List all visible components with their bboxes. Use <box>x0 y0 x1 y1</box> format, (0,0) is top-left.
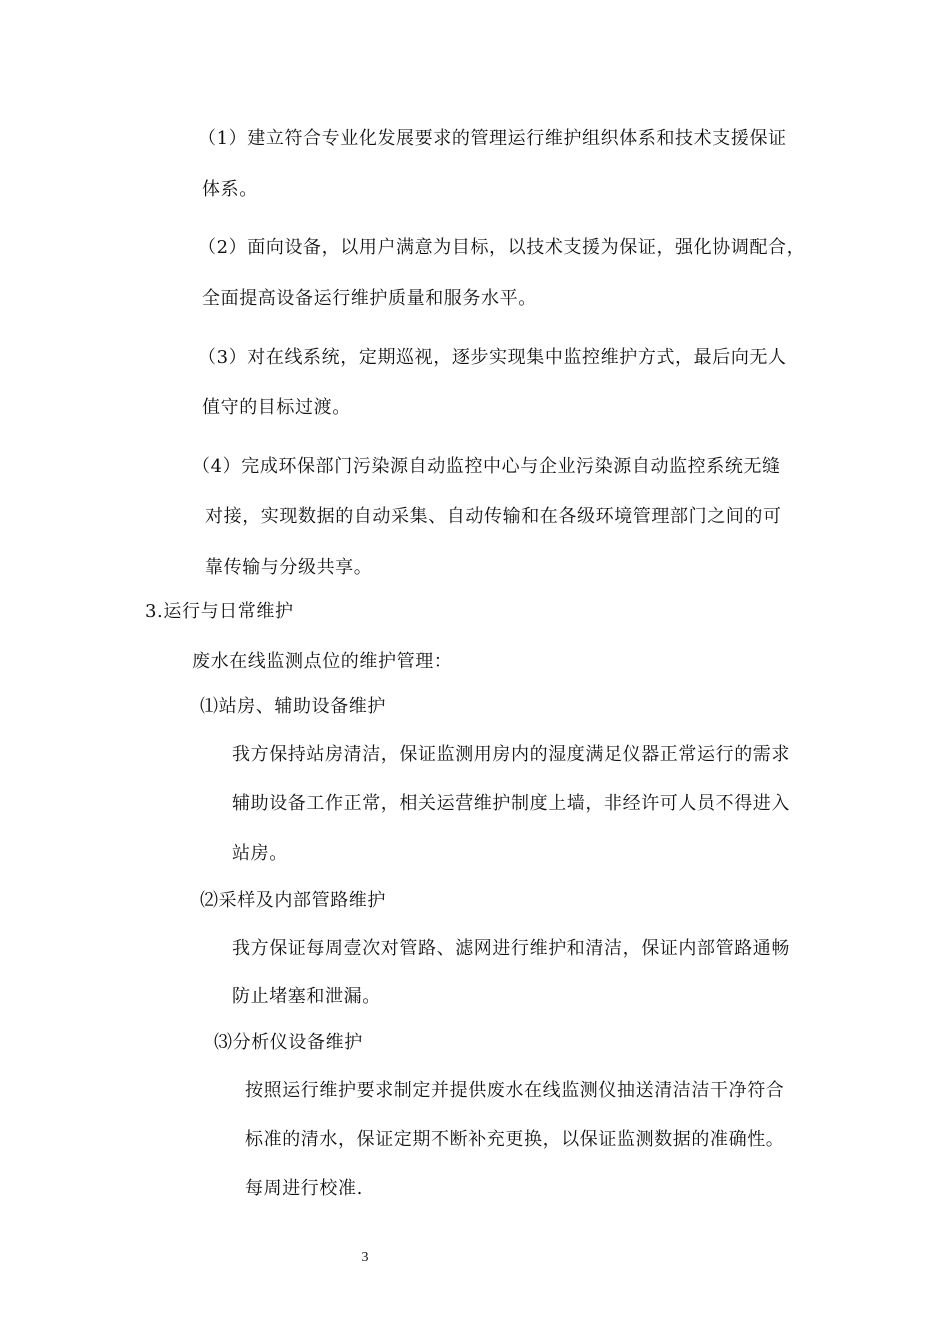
objective-1-line-1: （1）建立符合专业化发展要求的管理运行维护组织体系和技术支援保证 <box>198 128 787 149</box>
objective-3-line-2: 值守的目标过渡。 <box>202 397 351 418</box>
objective-4-line-1: （4）完成环保部门污染源自动监控中心与企业污染源自动监控系统无缝 <box>192 456 781 477</box>
objective-3-line-1: （3）对在线系统，定期巡视，逐步实现集中监控维护方式，最后向无人 <box>198 347 787 368</box>
maintenance-item-1-line-2: 辅助设备工作正常，相关运营维护制度上墙，非经许可人员不得进入 <box>232 793 790 814</box>
maintenance-item-1-line-1: 我方保持站房清洁，保证监测用房内的湿度满足仪器正常运行的需求 <box>232 744 790 765</box>
maintenance-item-3-line-3: 每周进行校准. <box>245 1178 363 1199</box>
section-heading: 3.运行与日常维护 <box>145 601 294 622</box>
maintenance-item-3-line-2: 标准的清水，保证定期不断补充更换，以保证监测数据的准确性。 <box>245 1129 785 1150</box>
maintenance-item-1-line-3: 站房。 <box>232 843 288 864</box>
maintenance-item-1-title: ⑴站房、辅助设备维护 <box>200 696 386 717</box>
section-intro: 废水在线监测点位的维护管理： <box>192 651 453 672</box>
maintenance-item-2-line-2: 防止堵塞和泄漏。 <box>232 986 381 1007</box>
objective-1-line-2: 体系。 <box>202 179 258 200</box>
objective-2-line-2: 全面提高设备运行维护质量和服务水平。 <box>202 288 537 309</box>
maintenance-item-2-line-1: 我方保证每周壹次对管路、滤网进行维护和清洁，保证内部管路通畅 <box>232 938 790 959</box>
objective-4-line-3: 靠传输与分级共享。 <box>205 557 373 578</box>
page-number: 3 <box>361 1250 369 1265</box>
objective-2-line-1: （2）面向设备，以用户满意为目标，以技术支援为保证，强化协调配合， <box>198 237 806 258</box>
maintenance-item-2-title: ⑵采样及内部管路维护 <box>200 890 386 911</box>
objective-4-line-2: 对接，实现数据的自动采集、自动传输和在各级环境管理部门之间的可 <box>205 506 782 527</box>
maintenance-item-3-title: ⑶分析仪设备维护 <box>214 1032 363 1053</box>
maintenance-item-3-line-1: 按照运行维护要求制定并提供废水在线监测仪抽送清洁洁干净符合 <box>245 1080 785 1101</box>
